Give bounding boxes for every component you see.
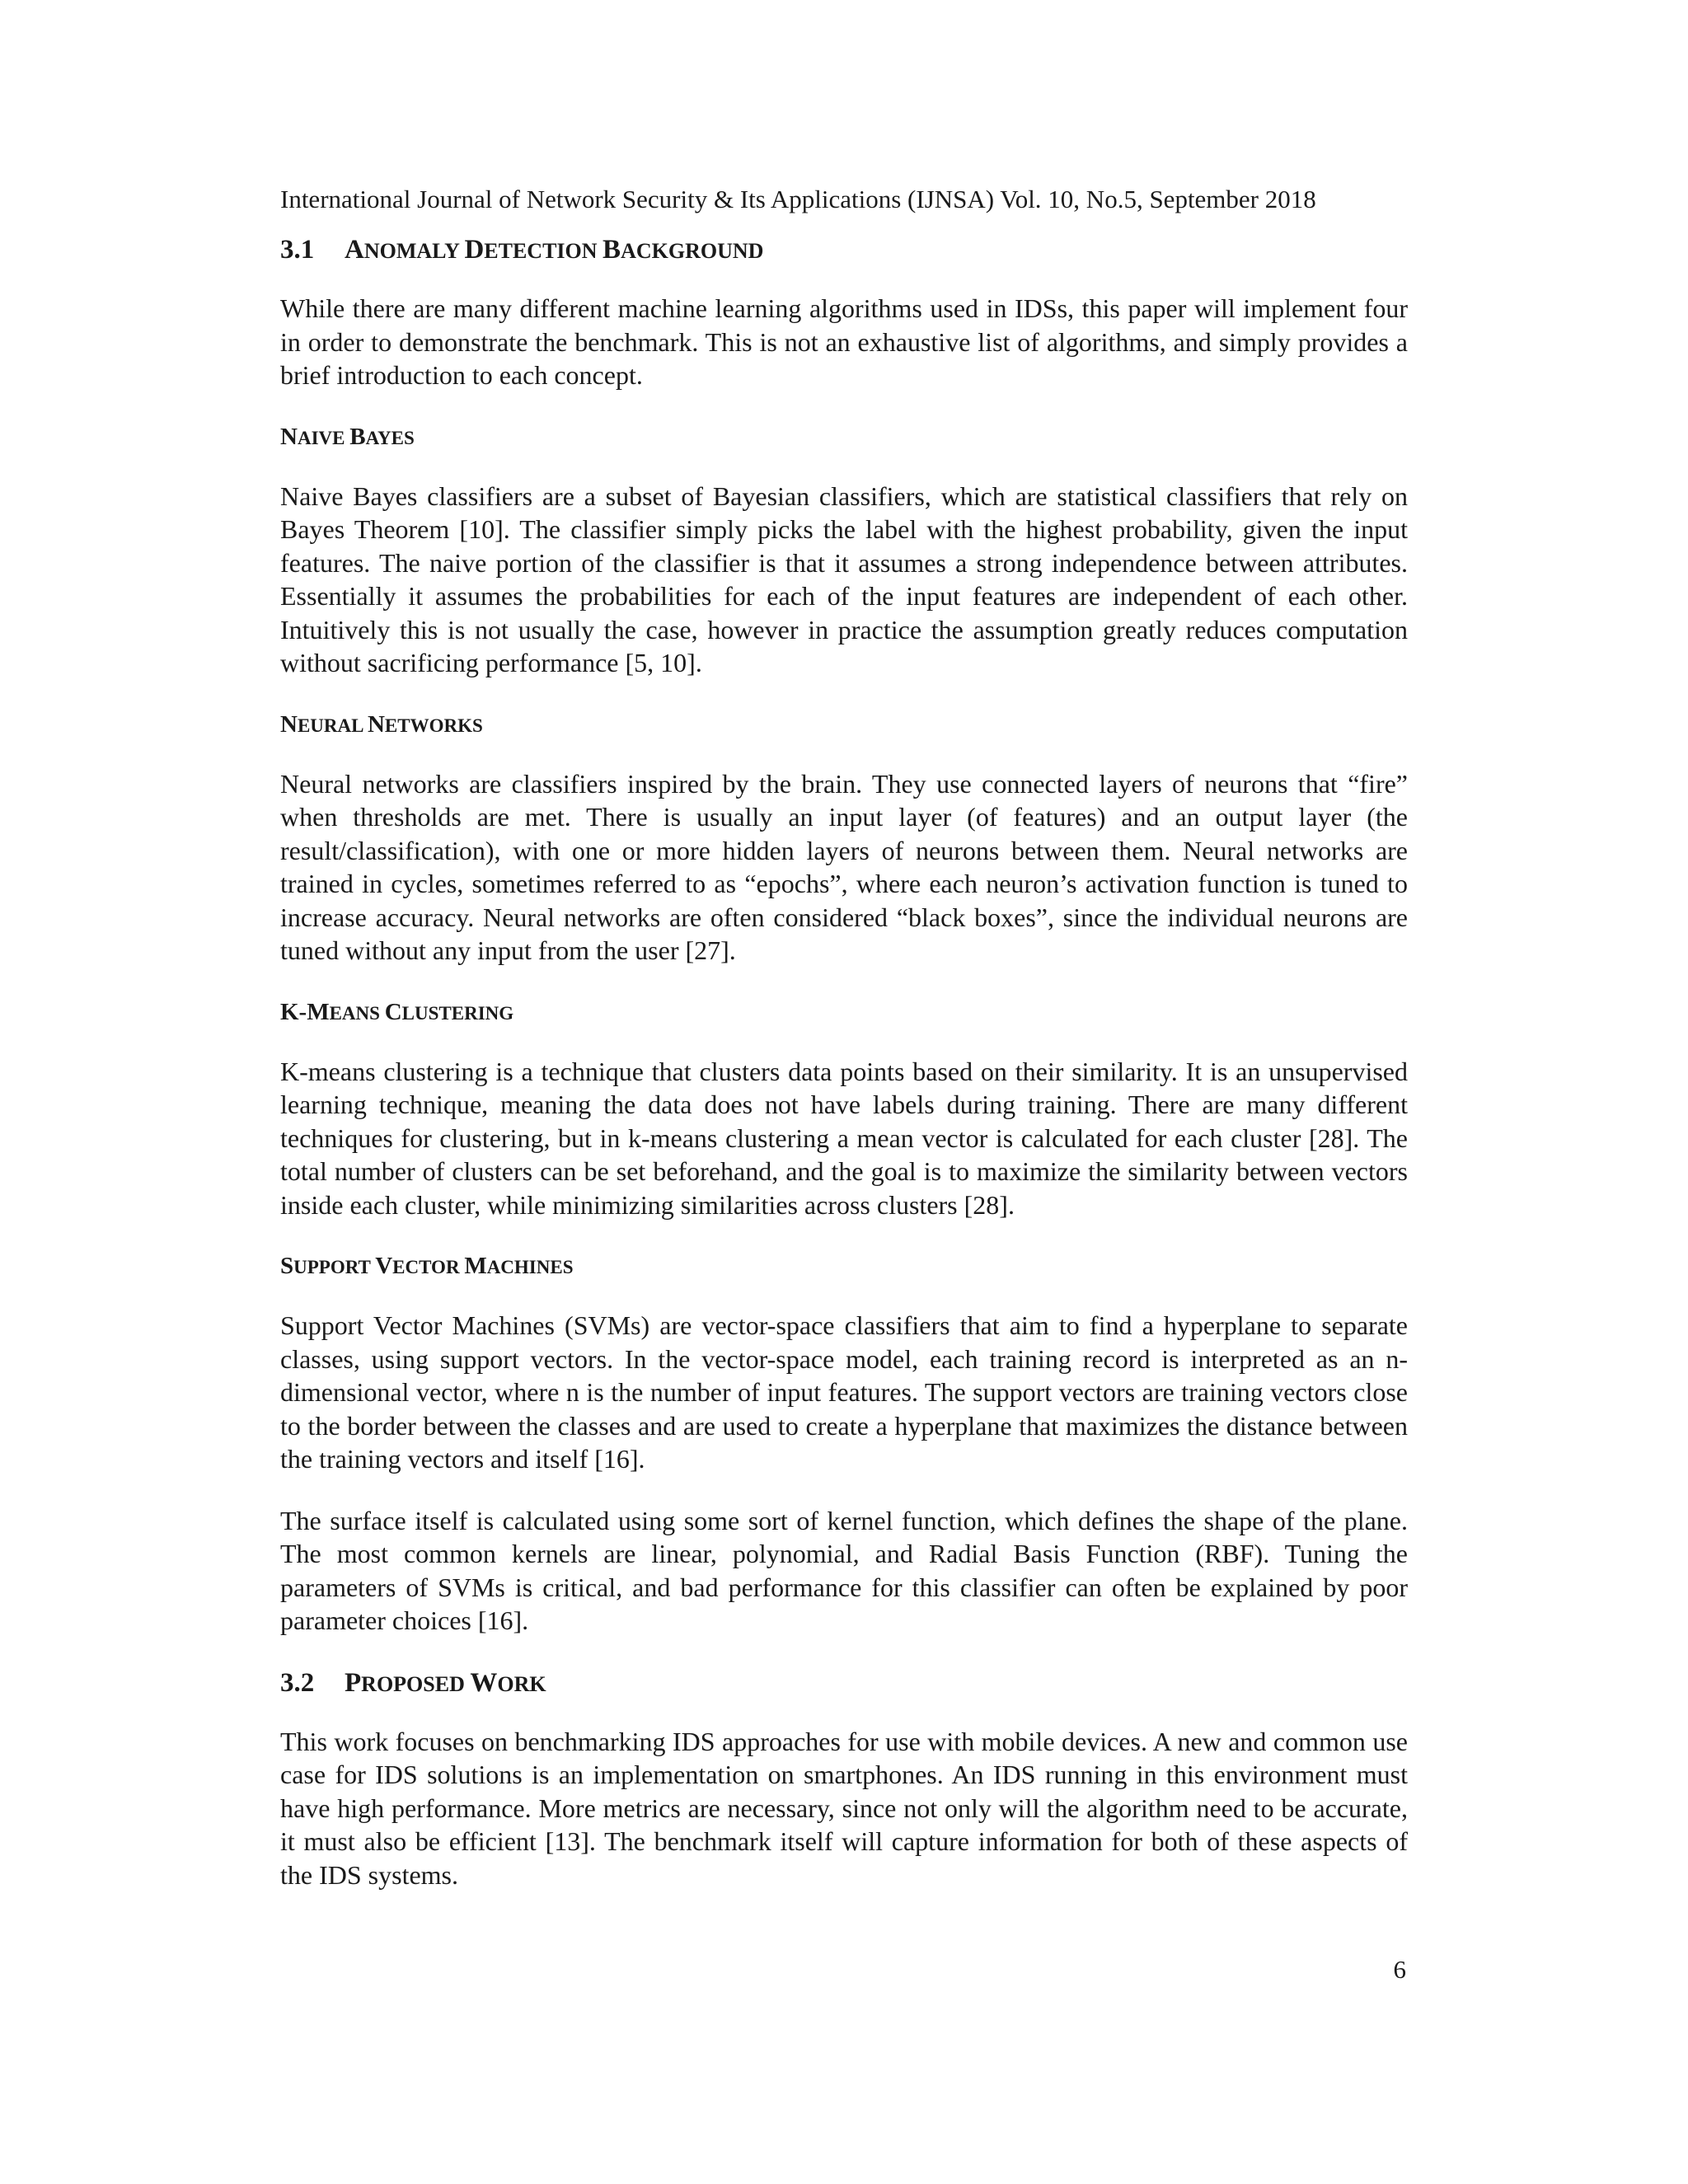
heading-part: A: [345, 235, 364, 265]
section-number: 3.2: [280, 1667, 315, 1698]
heading-part: ETECTION: [484, 239, 603, 263]
section-number: 3.1: [280, 235, 315, 265]
section-title: [345, 235, 763, 265]
heading-part: ROPOSED: [361, 1671, 471, 1696]
heading-part: V: [375, 1253, 393, 1279]
subheading-k-means: [280, 996, 1408, 1030]
heading-part: AIVE: [297, 427, 350, 448]
running-header: International Journal of Network Security & Its Applications (IJNSA) Vol. 10, No.5, September 2018: [280, 185, 1316, 213]
heading-part: N: [280, 710, 298, 738]
subheading-neural-networks: [280, 708, 1408, 743]
paragraph-proposed-work: This work focuses on benchmarking IDS approaches for use with mobile devices. A new and common use case for IDS solutions is an implementation on smartphones. An IDS running in this environment must have high performance. More metrics are necessary, since not only will the algorithm need to be accurate, it must also be efficient [13]. The benchmark itself will capture information for both of these aspects of the IDS systems.: [280, 1726, 1408, 1890]
section-heading-3-1: [280, 232, 1408, 269]
heading-part: P: [345, 1667, 362, 1698]
heading-part: D: [464, 235, 485, 265]
heading-part: EURAL: [297, 715, 368, 736]
subheading-naive-bayes: [280, 420, 1408, 455]
heading-part: C: [384, 998, 402, 1025]
heading-part: UPPORT: [293, 1257, 376, 1277]
paragraph-svm-1: Support Vector Machines (SVMs) are vector-space classifiers that aim to find a hyperplane to separate classes, using support vectors. In the vector-space model, each training record is interpreted as an n-dimensional vector, where n is the number of input features. The support vectors are training vectors close to the border between the classes and are used to create a hyperplane that maximizes the distance between the training vectors and itself [16].: [280, 1310, 1408, 1474]
subheading-svm: [280, 1249, 1408, 1284]
heading-part: B: [349, 423, 366, 450]
heading-part: EANS: [329, 1002, 385, 1024]
heading-part: NOMALY: [363, 239, 465, 263]
heading-part: M: [464, 1253, 487, 1279]
heading-part: ORK: [497, 1671, 546, 1696]
heading-part: ACHINES: [486, 1257, 574, 1277]
heading-part: LUSTERING: [401, 1002, 514, 1024]
heading-part: N: [367, 710, 385, 738]
heading-part: S: [280, 1253, 294, 1279]
section-title: [345, 1668, 546, 1698]
heading-part: W: [470, 1667, 498, 1698]
heading-part: ETWORKS: [384, 715, 483, 736]
heading-part: ACKGROUND: [621, 239, 764, 263]
section-heading-3-2: [280, 1666, 1408, 1702]
page-number: 6: [1393, 1955, 1406, 1984]
paragraph-k-means: K-means clustering is a technique that clusters data points based on their similarity. It is an unsupervised learning technique, meaning the data does not have labels during training. There are many different techniques for clustering, but in k-means clustering a mean vector is calculated for each cluster [28]. The total number of clusters can be set beforehand, and the goal is to maximize the similarity between vectors inside each cluster, while minimizing similarities across clusters [28].: [280, 1056, 1408, 1220]
paragraph-svm-2: The surface itself is calculated using some sort of kernel function, which defines the shape of the plane. The most common kernels are linear, polynomial, and Radial Basis Function (RBF). Tuning the parameters of SVMs is critical, and bad performance for this classifier can often be explained by poor parameter choices [16].: [280, 1505, 1408, 1635]
paragraph-neural-networks: Neural networks are classifiers inspired by the brain. They use connected layers of neurons that “fire” when thresholds are met. There is usually an input layer (of features) and an output layer (the result/classification), with one or more hidden layers of neurons between them. Neural networks are trained in cycles, sometimes referred to as “epochs”, where each neuron’s activation function is tuned to increase accuracy. Neural networks are often considered “black boxes”, since the individual neurons are tuned without any input from the user [27].: [280, 768, 1408, 965]
paragraph-intro: While there are many different machine learning algorithms used in IDSs, this paper will implement four in order to demonstrate the benchmark. This is not an exhaustive list of algorithms, and simply provides a brief introduction to each concept.: [280, 293, 1408, 390]
heading-part: B: [603, 235, 621, 265]
heading-part: K-M: [280, 998, 330, 1025]
heading-part: ECTOR: [392, 1257, 465, 1277]
heading-part: N: [280, 423, 298, 450]
heading-part: AYES: [365, 427, 415, 448]
page-content: [280, 232, 1408, 1919]
paragraph-naive-bayes: Naive Bayes classifiers are a subset of Bayesian classifiers, which are statistical classifiers that rely on Bayes Theorem [10]. The classifier simply picks the label with the highest probability, given the input features. The naive portion of the classifier is that it assumes a strong independence between attributes. Essentially it assumes the probabilities for each of the input features are independent of each other. Intuitively this is not usually the case, however in practice the assumption greatly reduces computation without sacrificing performance [5, 10].: [280, 480, 1408, 677]
